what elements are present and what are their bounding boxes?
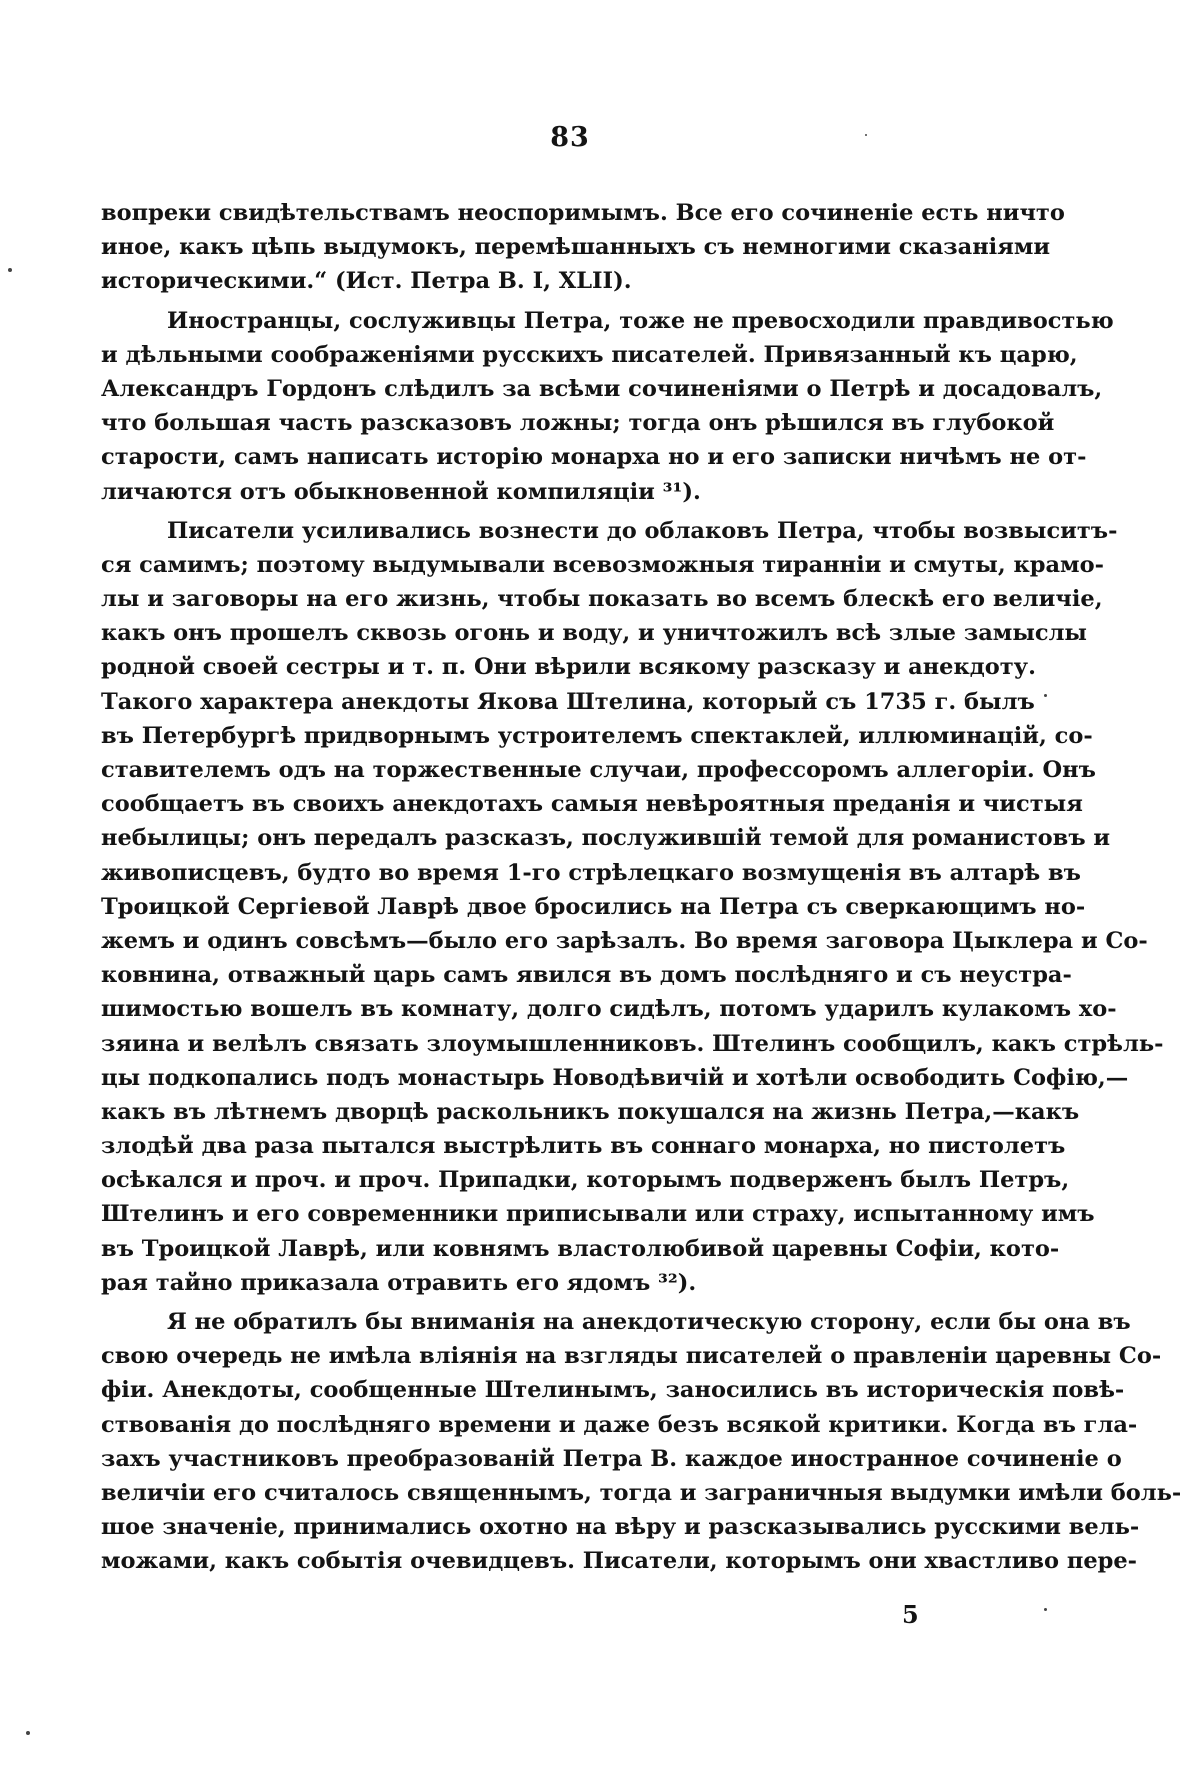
scan-speck bbox=[1044, 1608, 1047, 1611]
text-line: шое значеніе, принимались охотно на вѣру и разсказывались русскими вель- bbox=[101, 1514, 1140, 1541]
text-line: Штелинъ и его современники приписывали или страху, испытанному имъ bbox=[101, 1201, 1095, 1228]
text-line: и дѣльными соображеніями русскихъ писателей. Привязанный къ царю, bbox=[101, 341, 1078, 368]
text-line: историческими.“ (Ист. Петра В. I, XLII). bbox=[101, 268, 632, 295]
text-line: шимостью вошелъ въ комнату, долго сидѣлъ, потомъ ударилъ кулакомъ хо- bbox=[101, 996, 1117, 1023]
text-line: какъ онъ прошелъ сквозь огонь и воду, и уничтожилъ всѣ злые замыслы bbox=[101, 620, 1087, 647]
text-line: вопреки свидѣтельствамъ неоспоримымъ. Все его сочиненіе есть ничто bbox=[101, 200, 1065, 226]
scan-speck bbox=[1044, 694, 1047, 697]
text-line: лы и заговоры на его жизнь, чтобы показать во всемъ блескѣ его величіе, bbox=[101, 586, 1103, 613]
body-text bbox=[101, 196, 1181, 1579]
text-line: что большая часть разсказовъ ложны; тогда онъ рѣшился въ глубокой bbox=[101, 410, 1055, 437]
paragraph bbox=[101, 1305, 1181, 1579]
paragraph bbox=[101, 514, 1164, 1300]
text-line: цы подкопались подъ монастырь Новодѣвичій и хотѣли освободить Софію,— bbox=[101, 1064, 1129, 1091]
paragraph bbox=[101, 304, 1114, 509]
text-line: личаются отъ обыкновенной компиляціи ³¹). bbox=[101, 478, 701, 505]
text-line: Писатели усиливались вознести до облаковъ Петра, чтобы возвыситъ- bbox=[167, 517, 1118, 544]
paragraph bbox=[101, 196, 1065, 299]
text-line: родной своей сестры и т. п. Они вѣрили всякому разсказу и анекдоту. bbox=[101, 654, 1036, 681]
text-line: въ Троицкой Лаврѣ, или ковнямъ властолюбивой царевны Софіи, кото- bbox=[101, 1235, 1060, 1262]
text-line: свою очередь не имѣла вліянія на взгляды писателей о правленіи царевны Со- bbox=[101, 1343, 1162, 1370]
text-line: старости, самъ написать исторію монарха но и его записки ничѣмъ не от- bbox=[101, 444, 1087, 471]
text-line: зяина и велѣлъ связать злоумышленниковъ. Штелинъ сообщилъ, какъ стрѣль- bbox=[101, 1030, 1164, 1057]
text-line: захъ участниковъ преобразованій Петра В. каждое иностранное сочиненіе о bbox=[101, 1445, 1122, 1472]
text-line: злодѣй два раза пытался выстрѣлить въ соннаго монарха, но пистолетъ bbox=[101, 1133, 1066, 1160]
text-line: величіи его считалось священнымъ, тогда и заграничныя выдумки имѣли боль- bbox=[101, 1479, 1181, 1506]
text-line: Я не обратилъ бы вниманія на анекдотическую сторону, если бы она въ bbox=[167, 1309, 1131, 1335]
signature-mark: 5 bbox=[902, 1600, 919, 1629]
text-line: Такого характера анекдоты Якова Штелина, который съ 1735 г. былъ bbox=[101, 688, 1035, 715]
scan-speck bbox=[865, 134, 867, 136]
text-line: Александръ Гордонъ слѣдилъ за всѣми сочиненіями о Петрѣ и досадовалъ, bbox=[101, 375, 1103, 402]
text-line: сообщаетъ въ своихъ анекдотахъ самыя невѣроятныя преданія и чистыя bbox=[101, 791, 1083, 818]
text-line: ковнина, отважный царь самъ явился въ домъ послѣдняго и съ неустра- bbox=[101, 962, 1072, 989]
text-line: рая тайно приказала отравить его ядомъ ³²). bbox=[101, 1269, 697, 1296]
text-line: въ Петербургѣ придворнымъ устроителемъ спектаклей, иллюминацій, со- bbox=[101, 722, 1093, 749]
text-line: Троицкой Сергіевой Лаврѣ двое бросились на Петра съ сверкающимъ но- bbox=[101, 893, 1086, 920]
text-line: фіи. Анекдоты, сообщенные Штелинымъ, заносились въ историческія повѣ- bbox=[101, 1377, 1125, 1404]
text-line: ся самимъ; поэтому выдумывали всевозможныя тиранніи и смуты, крамо- bbox=[101, 551, 1104, 578]
text-line: ставителемъ одъ на торжественные случаи, профессоромъ аллегоріи. Онъ bbox=[101, 757, 1096, 783]
text-line: иное, какъ цѣпь выдумокъ, перемѣшанныхъ съ немногими сказаніями bbox=[101, 234, 1051, 261]
scan-speck bbox=[26, 1731, 30, 1735]
text-line: ствованія до послѣдняго времени и даже безъ всякой критики. Когда въ гла- bbox=[101, 1411, 1138, 1438]
text-line: живописцевъ, будто во время 1-го стрѣлецкаго возмущенія въ алтарѣ въ bbox=[101, 859, 1081, 886]
text-line: небылицы; онъ передалъ разсказъ, послужившій темой для романистовъ и bbox=[101, 825, 1111, 852]
text-line: Иностранцы, сослуживцы Петра, тоже не превосходили правдивостью bbox=[167, 307, 1114, 334]
page-number: 83 bbox=[550, 122, 590, 153]
text-line: какъ въ лѣтнемъ дворцѣ раскольникъ покушался на жизнь Петра,—какъ bbox=[101, 1098, 1080, 1125]
text-line: осѣкался и проч. и проч. Припадки, которымъ подверженъ былъ Петръ, bbox=[101, 1167, 1070, 1194]
scan-speck bbox=[8, 268, 12, 272]
text-line: жемъ и одинъ совсѣмъ—было его зарѣзалъ. Во время заговора Цыклера и Со- bbox=[101, 927, 1148, 954]
text-line: можами, какъ событія очевидцевъ. Писатели, которымъ они хвастливо пере- bbox=[101, 1548, 1138, 1575]
